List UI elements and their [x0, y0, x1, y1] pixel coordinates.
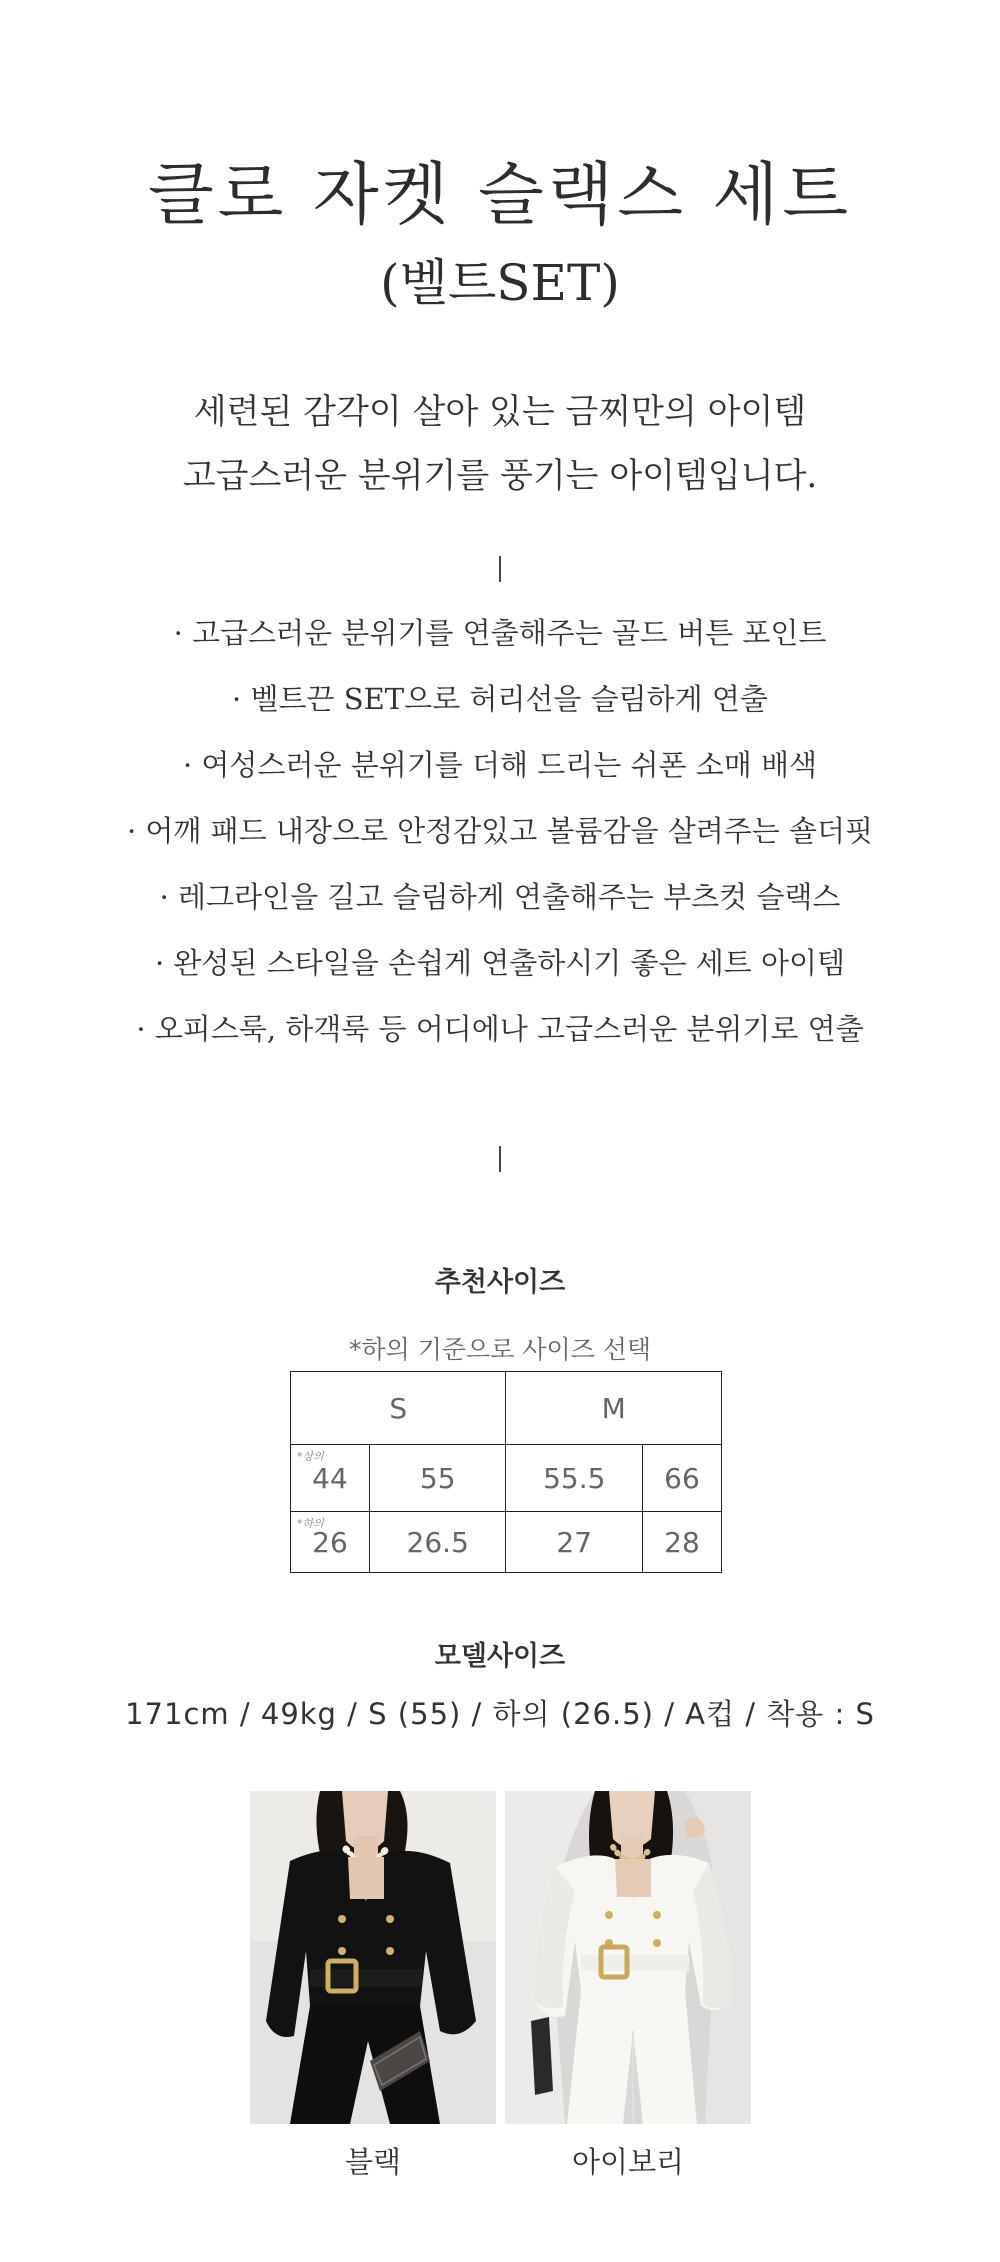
size-cell-bottom: 28 [643, 1512, 722, 1573]
feature-item: · 레그라인을 길고 슬림하게 연출해주는 부츠컷 슬랙스 [159, 880, 841, 914]
feature-item: · 고급스러운 분위기를 연출해주는 골드 버튼 포인트 [173, 616, 827, 650]
intro-text [0, 380, 1000, 508]
bottom-label: *하의 [297, 1517, 324, 1530]
feature-item: · 오피스룩, 하객룩 등 어디에나 고급스러운 분위기로 연출 [136, 1012, 864, 1046]
product-subtitle: (벨트SET) [380, 254, 620, 312]
size-cell-top: 55 [369, 1445, 506, 1512]
size-header-m: M [506, 1372, 722, 1445]
size-cell-bottom: 26.5 [369, 1512, 506, 1573]
color-label-ivory: 아이보리 [571, 2145, 685, 2179]
size-note: *하의 기준으로 사이즈 선택 [349, 1335, 651, 1364]
size-table [290, 1371, 722, 1573]
recommended-size-title: 추천사이즈 [434, 1267, 566, 1298]
size-value: 26 [312, 1525, 348, 1559]
product-title: 클로 자켓 슬랙스 세트 [147, 156, 853, 235]
model-size-title: 모델사이즈 [434, 1641, 566, 1672]
feature-item: · 완성된 스타일을 손쉽게 연출하시기 좋은 세트 아이템 [154, 946, 846, 980]
size-cell-top [291, 1445, 370, 1512]
size-cell-bottom [291, 1512, 370, 1573]
feature-item: · 여성스러운 분위기를 더해 드리는 쉬폰 소매 배색 [182, 748, 818, 782]
size-value: 44 [312, 1461, 348, 1495]
size-cell-top: 55.5 [506, 1445, 643, 1512]
size-cell-bottom: 27 [506, 1512, 643, 1573]
ivory-product-photo [505, 1791, 751, 2124]
divider [499, 556, 501, 582]
feature-item: · 벨트끈 SET으로 허리선을 슬림하게 연출 [232, 682, 768, 716]
size-header-s: S [291, 1372, 506, 1445]
intro-line: 고급스러운 분위기를 풍기는 아이템입니다. [182, 456, 818, 496]
top-label: *상의 [297, 1450, 324, 1463]
color-label-black: 블랙 [344, 2145, 402, 2179]
divider [499, 1146, 501, 1172]
size-cell-top: 66 [643, 1445, 722, 1512]
feature-list [0, 600, 1000, 1062]
feature-item: · 어깨 패드 내장으로 안정감있고 볼륨감을 살려주는 숄더핏 [126, 814, 874, 848]
black-product-photo [250, 1791, 496, 2124]
model-size-info: 171cm / 49kg / S (55) / 하의 (26.5) / A컵 / 착용 : S [125, 1697, 875, 1731]
intro-line: 세련된 감각이 살아 있는 금찌만의 아이템 [193, 392, 807, 432]
